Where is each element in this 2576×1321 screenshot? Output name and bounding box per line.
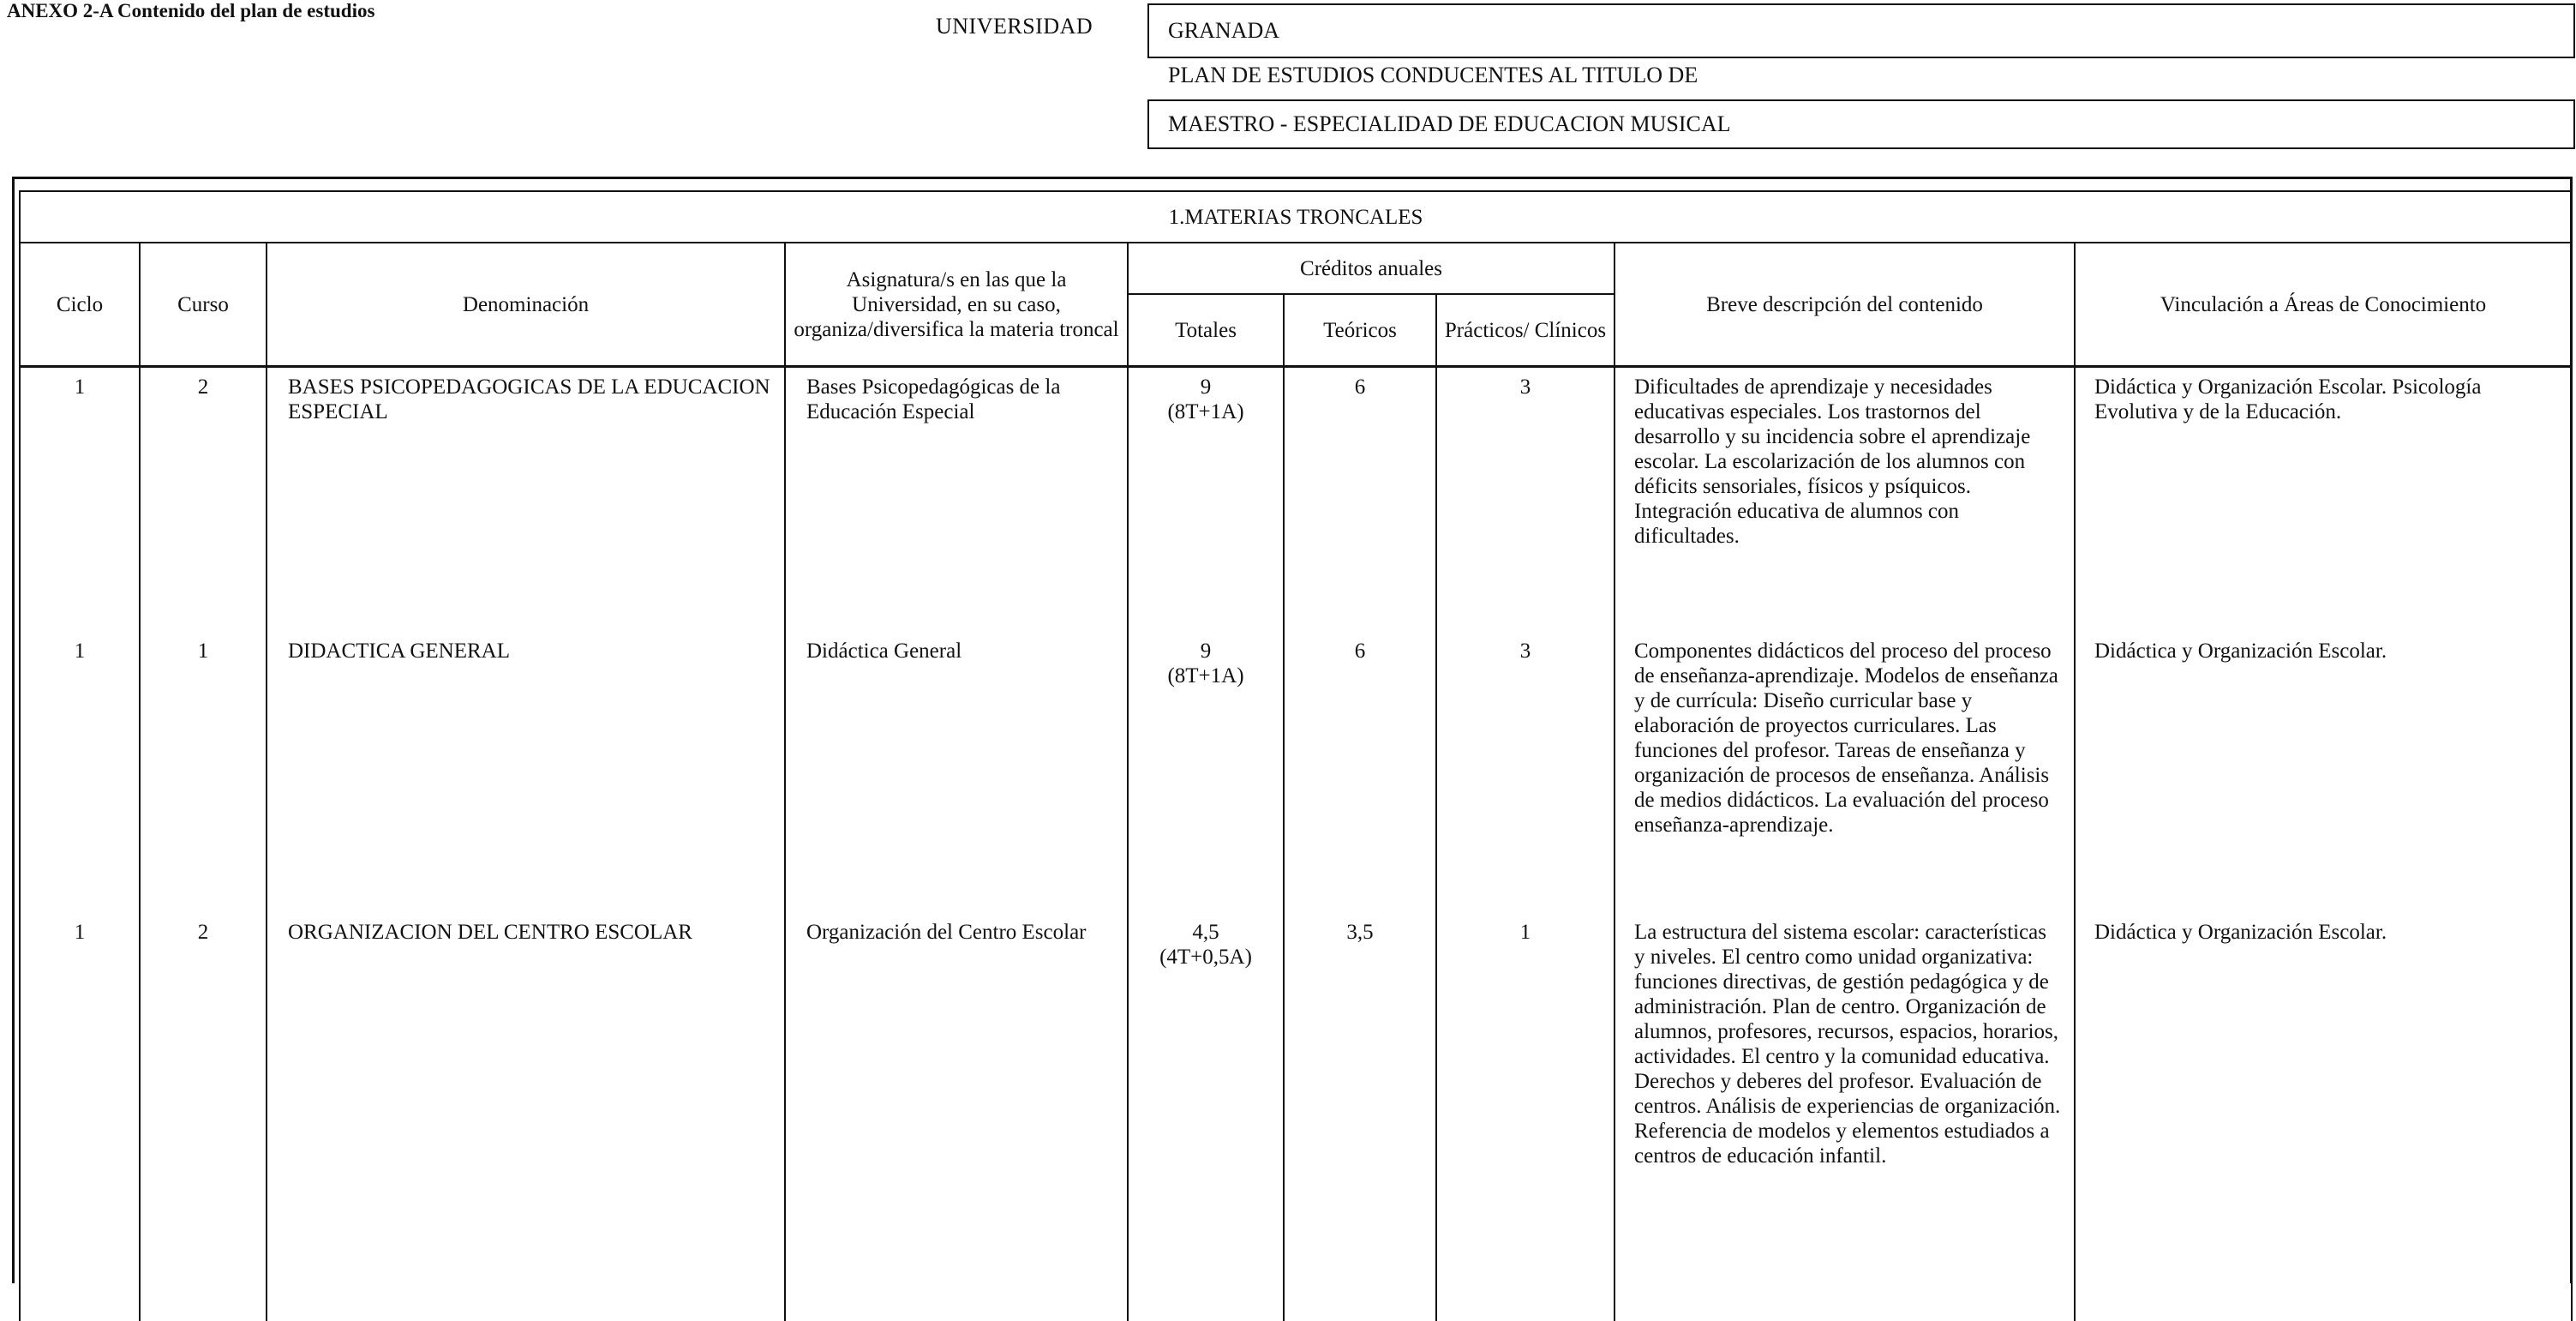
universidad-label: UNIVERSIDAD: [936, 14, 1093, 39]
cell-vinculacion: Didáctica y Organización Escolar.: [2075, 632, 2572, 913]
cell-descripcion: Componentes didácticos del proceso del proceso de enseñanza-aprendizaje. Modelos de enseñanza y de currícula: Diseño curricular base y elaboración de proyectos curriculares. Las funciones del profesor. Tareas de enseñanza y organización de procesos de enseñanza. Análisis de medios didácticos. La evaluación del proceso enseñanza-aprendizaje.: [1614, 632, 2075, 913]
totales-value: 9: [1200, 375, 1212, 399]
totales-value: 4,5: [1192, 921, 1219, 944]
cell-ciclo: 1: [20, 632, 140, 913]
col-asignatura: Asignatura/s en las que la Universidad, en su caso, organiza/diversifica la materia troncal: [785, 243, 1128, 367]
annex-title: ANEXO 2-A Contenido del plan de estudios: [7, 0, 375, 21]
totales-detail: (8T+1A): [1167, 664, 1244, 688]
cell-totales: [1128, 367, 1284, 633]
cell-totales: [1128, 632, 1284, 913]
cell-teoricos: 6: [1284, 632, 1436, 913]
cell-ciclo: 1: [20, 367, 140, 633]
cell-descripcion: La estructura del sistema escolar: características y niveles. El centro como unidad organizativa: funciones directivas, de gestión pedagógica y de administración. Plan de centro. Organización de alumnos, profesores, recursos, espacios, horarios, actividades. El centro y la comunidad educativa. Derechos y deberes del profesor. Evaluación de centros. Análisis de experiencias de organización. Referencia de modelos y elementos estudiados a centros de educación infantil.: [1614, 913, 2075, 1321]
cell-practicos: 3: [1436, 367, 1614, 633]
totales-value: 9: [1200, 639, 1212, 663]
cell-teoricos: 6: [1284, 367, 1436, 633]
cell-asignatura: Organización del Centro Escolar: [785, 913, 1128, 1321]
section-title: 1.MATERIAS TRONCALES: [20, 191, 2572, 243]
materias-table: [19, 190, 2573, 1321]
col-teoricos: Teóricos: [1284, 294, 1436, 367]
universidad-field: [1147, 3, 2575, 58]
col-totales: Totales: [1128, 294, 1284, 367]
titulo-value: MAESTRO - ESPECIALIDAD DE EDUCACION MUSICAL: [1168, 111, 1731, 136]
col-creditos: Créditos anuales: [1128, 243, 1614, 294]
titulo-field: [1147, 99, 2575, 149]
cell-asignatura: Didáctica General: [785, 632, 1128, 913]
cell-descripcion: Dificultades de aprendizaje y necesidades educativas especiales. Los trastornos del desarrollo y su incidencia sobre el aprendizaje escolar. La escolarización de los alumnos con déficits sensoriales, físicos y psíquicos. Integración educativa de alumnos con dificultades.: [1614, 367, 2075, 633]
table-row: [20, 913, 2572, 1321]
cell-vinculacion: Didáctica y Organización Escolar. Psicología Evolutiva y de la Educación.: [2075, 367, 2572, 633]
cell-practicos: 1: [1436, 913, 1614, 1321]
table-row: [20, 632, 2572, 913]
plan-estudios-label: PLAN DE ESTUDIOS CONDUCENTES AL TITULO DE: [1168, 63, 1698, 87]
col-ciclo: Ciclo: [20, 243, 140, 367]
cell-denominacion: ORGANIZACION DEL CENTRO ESCOLAR: [267, 913, 785, 1321]
cell-practicos: 3: [1436, 632, 1614, 913]
cell-teoricos: 3,5: [1284, 913, 1436, 1321]
cell-denominacion: BASES PSICOPEDAGOGICAS DE LA EDUCACION ESPECIAL: [267, 367, 785, 633]
col-descripcion: Breve descripción del contenido: [1614, 243, 2075, 367]
col-denominacion: Denominación: [267, 243, 785, 367]
cell-denominacion: DIDACTICA GENERAL: [267, 632, 785, 913]
cell-curso: 2: [140, 913, 267, 1321]
universidad-value: GRANADA: [1168, 18, 1279, 43]
col-vinculacion: Vinculación a Áreas de Conocimiento: [2075, 243, 2572, 367]
cell-asignatura: Bases Psicopedagógicas de la Educación Especial: [785, 367, 1128, 633]
cell-vinculacion: Didáctica y Organización Escolar.: [2075, 913, 2572, 1321]
cell-totales: [1128, 913, 1284, 1321]
table-row: [20, 367, 2572, 633]
col-practicos: Prácticos/ Clínicos: [1436, 294, 1614, 367]
cell-curso: 2: [140, 367, 267, 633]
totales-detail: (8T+1A): [1167, 400, 1244, 423]
totales-detail: (4T+0,5A): [1159, 946, 1252, 969]
cell-ciclo: 1: [20, 913, 140, 1321]
col-curso: Curso: [140, 243, 267, 367]
cell-curso: 1: [140, 632, 267, 913]
